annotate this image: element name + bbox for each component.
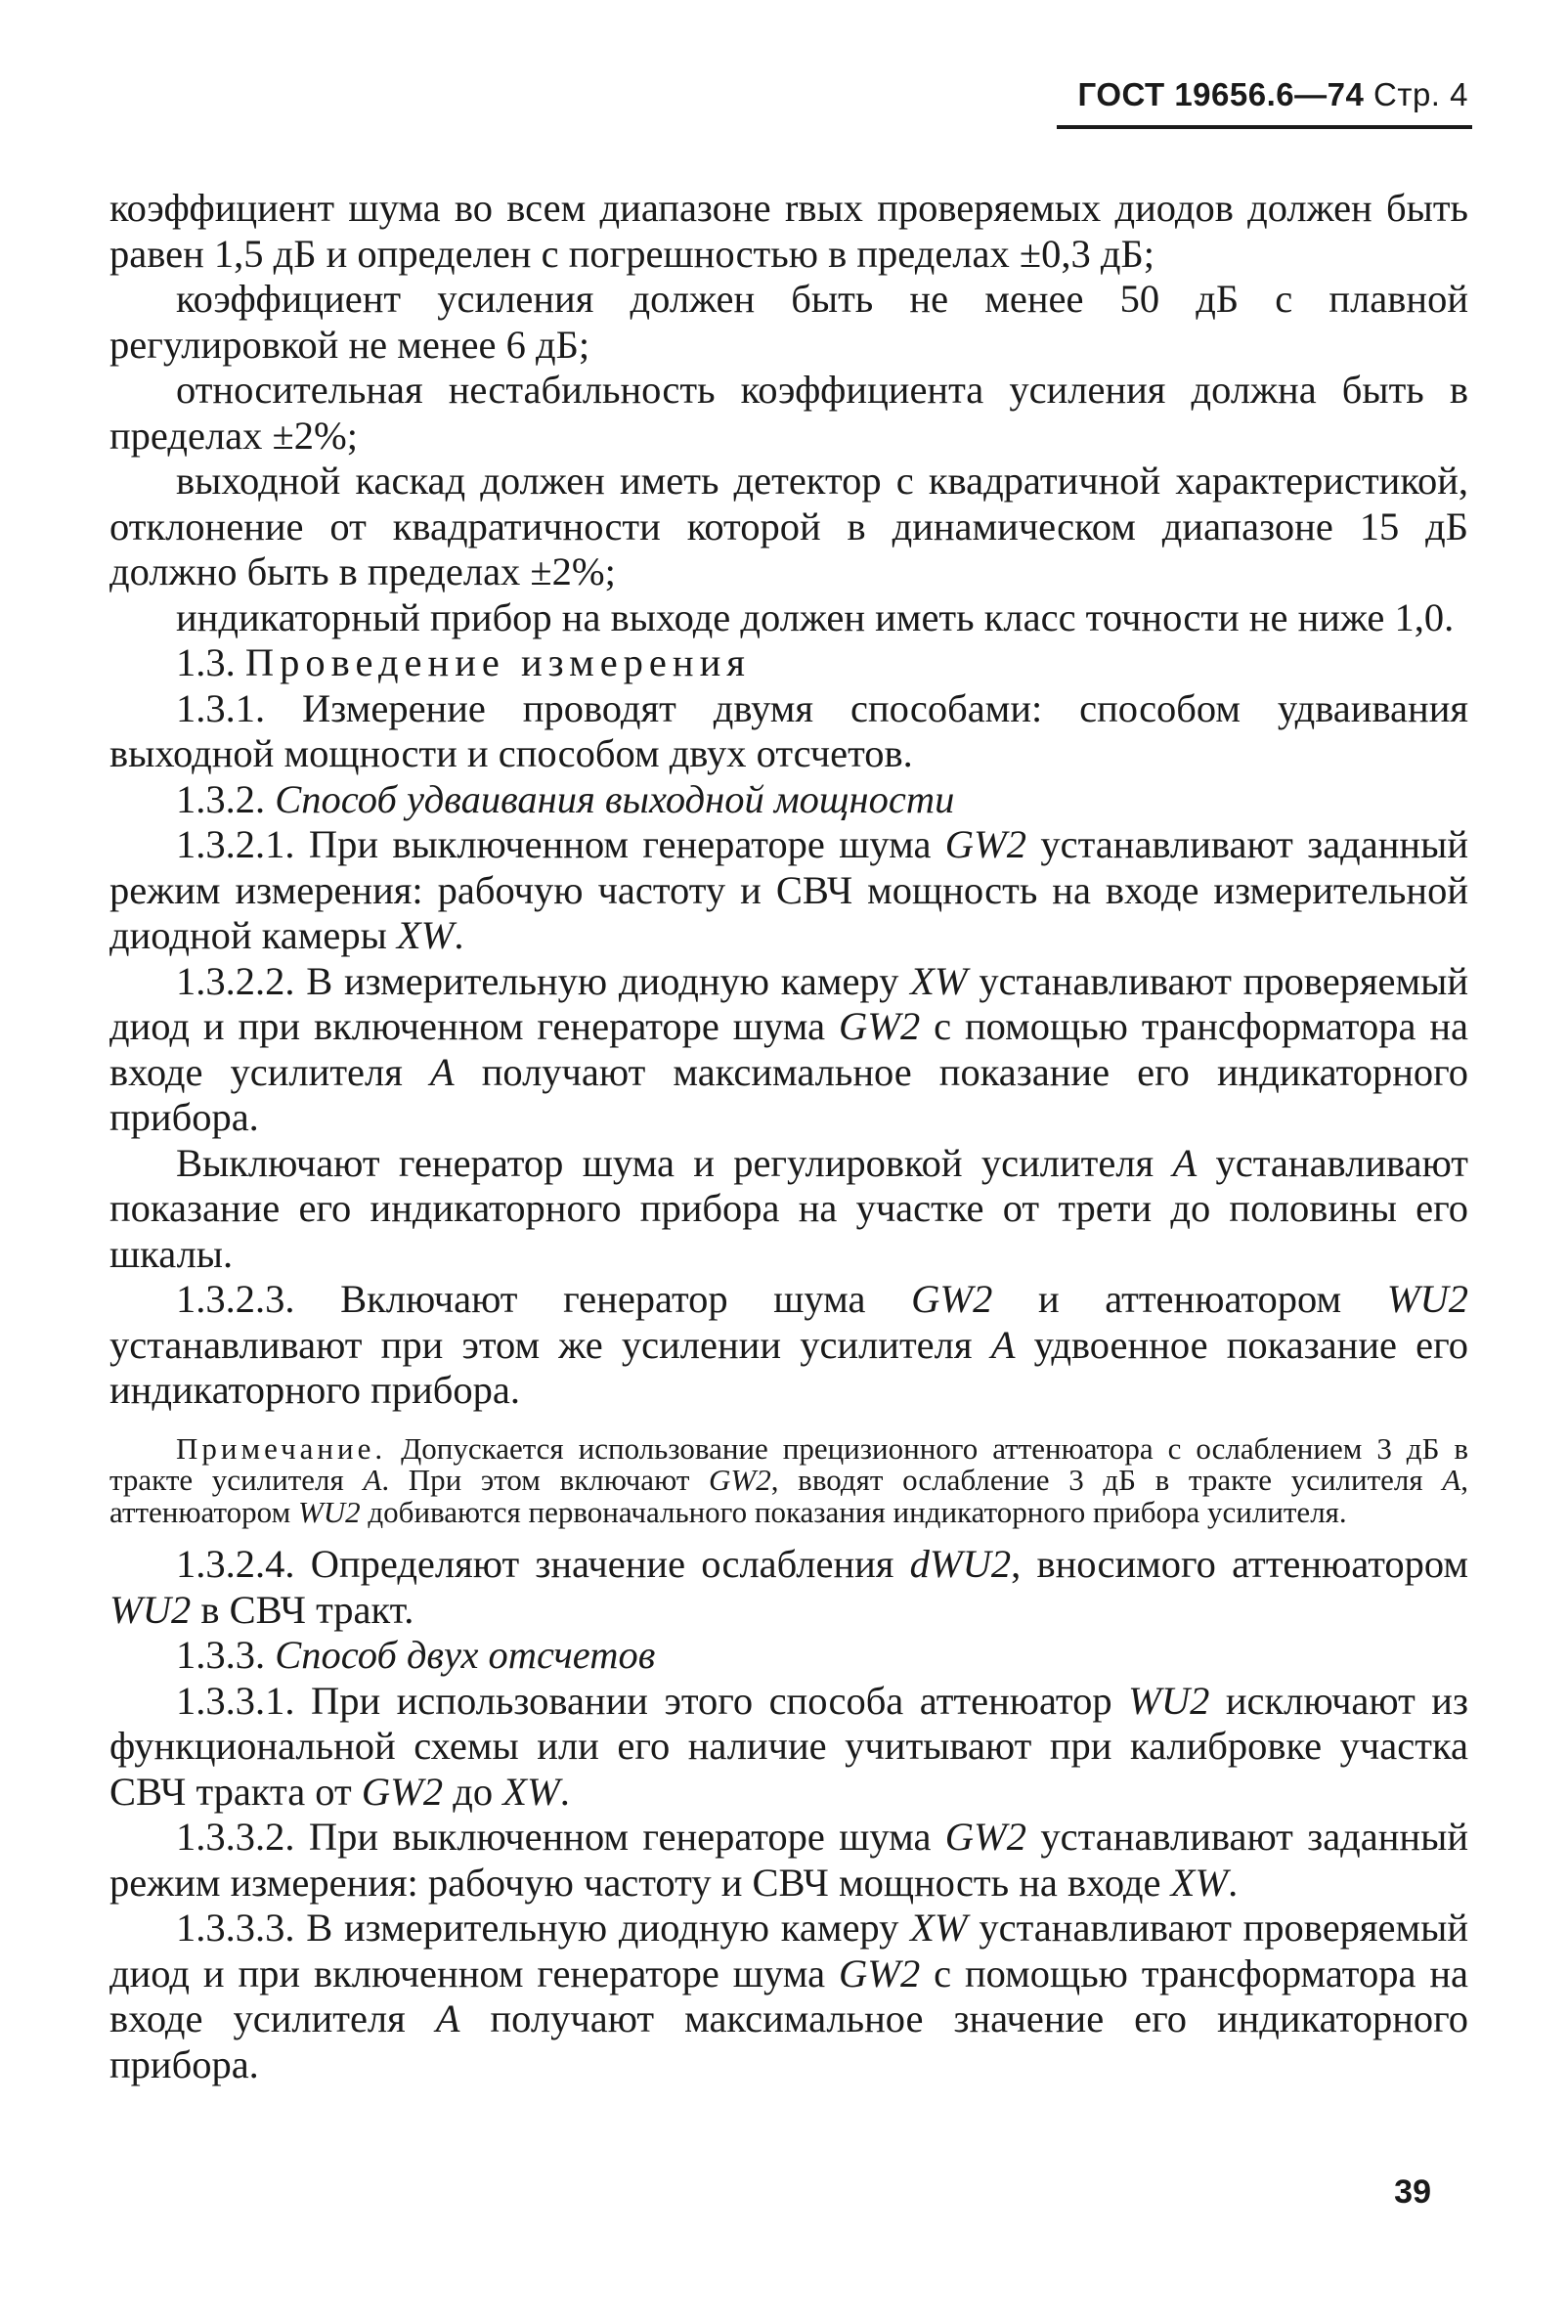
page-number: 39 — [1394, 2173, 1431, 2211]
clause: 1.3.3.3. В измерительную диодную камеру XW устанавливают проверяемый диод и при включенном генераторе шума GW2 с помощью трансформатора на входе усилителя A получают максимальное значение его индикаторного прибора. — [109, 1906, 1469, 2086]
standard-number: ГОСТ 19656.6—74 — [1077, 76, 1365, 112]
page-header — [1078, 76, 1468, 113]
clause: 1.3.2.2. В измерительную диодную камеру XW устанавливают проверяемый диод и при включенном генераторе шума GW2 с помощью трансформатора на входе усилителя A получают максимальное показание его индикаторного прибора. — [109, 958, 1469, 1139]
page-label: Стр. 4 — [1373, 76, 1468, 112]
paragraph: выходной каскад должен иметь детектор с квадратичной характеристикой, отклонение от квадратичности которой в динамическом диапазоне 15 дБ должно быть в пределах ±2%; — [109, 459, 1468, 593]
paragraph: Выключают генератор шума и регулировкой усилителя A устанавливают показание его индикаторного прибора на участке от трети до половины его шкалы. — [109, 1140, 1469, 1276]
paragraph: коэффициент шума во всем диапазоне rвых проверяемых диодов должен быть равен 1,5 дБ и определен с погрешностью в пределах ±0,3 дБ; — [109, 186, 1468, 276]
clause: 1.3.2.3. Включают генератор шума GW2 и аттенюатором WU2 устанавливают при этом же усилении усилителя A удвоенное показание его индикаторного прибора. — [109, 1277, 1469, 1412]
clause: 1.3.2.4. Определяют значение ослабления dWU2, вносимого аттенюатором WU2 в СВЧ тракт. — [109, 1542, 1469, 1632]
clause: 1.3.3.2. При выключенном генераторе шума GW2 устанавливают заданный режим измерения: рабочую частоту и СВЧ мощность на входе XW. — [109, 1815, 1468, 1905]
subsection-heading: 1.3.3. Способ двух отсчетов — [176, 1633, 656, 1677]
document-body — [109, 186, 1468, 2087]
note: Примечание. Допускается использование прецизионного аттенюатора с ослаблением 3 дБ в тракте усилителя A. При этом включают GW2, вводят ослабление 3 дБ в тракте усилителя A, аттенюатором WU2 добиваются первоначального показания индикаторного прибора усилителя. — [109, 1430, 1469, 1529]
paragraph: относительная нестабильность коэффициента усиления должна быть в пределах ±2%; — [109, 368, 1468, 458]
paragraph: индикаторный прибор на выходе должен иметь класс точности не ниже 1,0. — [176, 594, 1455, 639]
clause: 1.3.2.1. При выключенном генераторе шума GW2 устанавливают заданный режим измерения: рабочую частоту и СВЧ мощность на входе измерительной диодной камеры XW. — [109, 822, 1468, 957]
clause: 1.3.1. Измерение проводят двумя способами: способом удваивания выходной мощности и способом двух отсчетов. — [109, 685, 1469, 775]
header-rule — [1057, 125, 1472, 129]
section-heading: 1.3. Проведение измерения — [176, 640, 751, 684]
clause: 1.3.3.1. При использовании этого способа аттенюатор WU2 исключают из функциональной схемы или его наличие учитывают при калибровке участка СВЧ тракта от GW2 до XW. — [109, 1678, 1468, 1814]
subsection-heading: 1.3.2. Способ удваивания выходной мощности — [176, 776, 955, 821]
paragraph: коэффициент усиления должен быть не менее 50 дБ с плавной регулировкой не менее 6 дБ; — [109, 277, 1468, 367]
